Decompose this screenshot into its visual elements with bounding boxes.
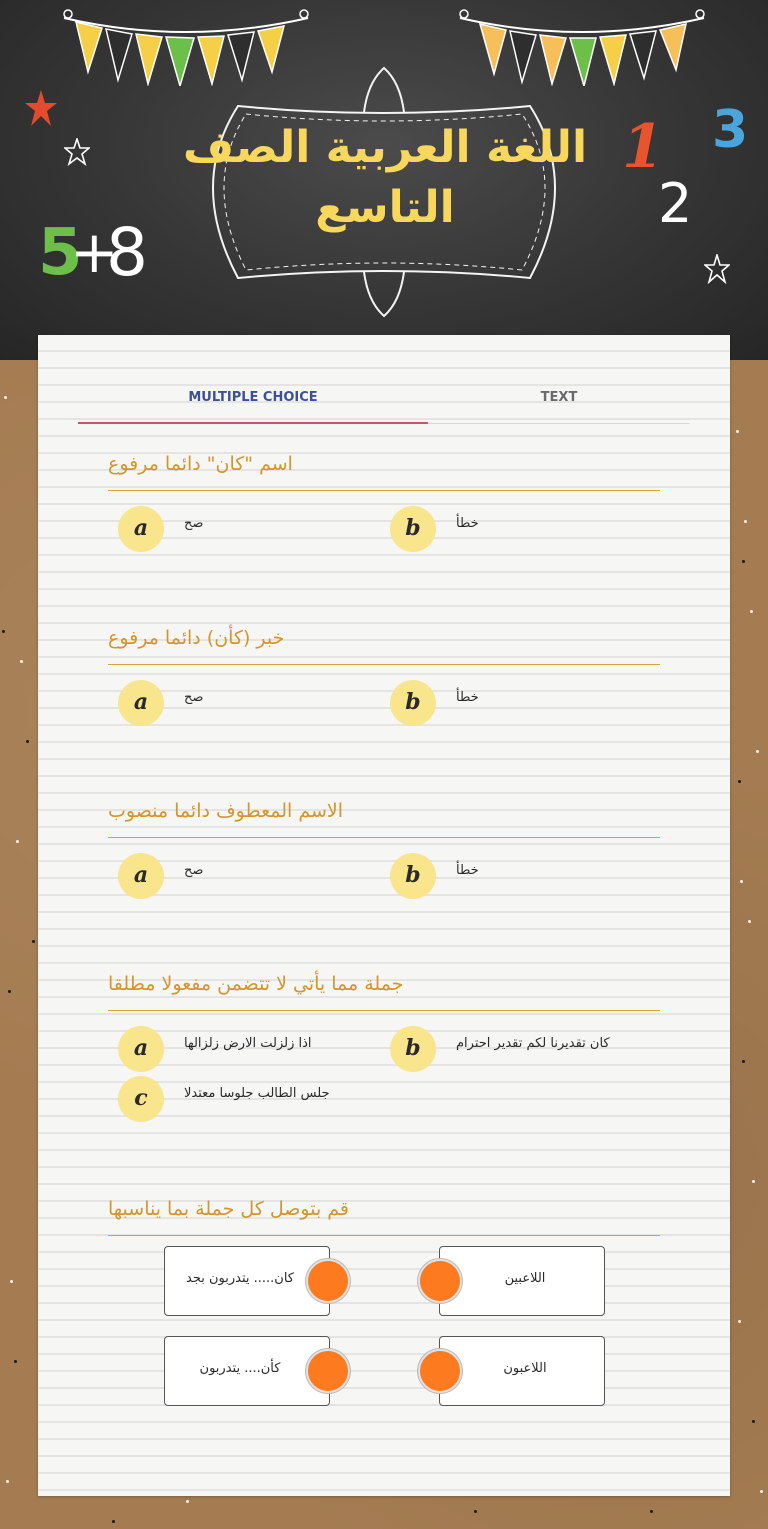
option-label: صح (184, 690, 204, 705)
question-title: جملة مما يأتي لا تتضمن مفعولا مطلقا (108, 970, 660, 1011)
option-letter-badge: b (390, 853, 436, 899)
match-connector-knob[interactable] (306, 1349, 350, 1393)
outline-star-icon (704, 254, 730, 284)
question-3 (108, 797, 660, 907)
tab-bar (78, 385, 690, 424)
cork-speckle (738, 1320, 741, 1323)
option-c[interactable] (108, 1076, 368, 1122)
match-text: اللاعبون (503, 1361, 547, 1376)
cork-speckle (2, 630, 5, 633)
match-connector-knob[interactable] (418, 1349, 462, 1393)
option-label: جلس الطالب جلوسا معتدلا (184, 1086, 330, 1101)
cork-speckle (752, 1180, 755, 1183)
cork-speckle (760, 1490, 763, 1493)
question-title: اسم "كان" دائما مرفوع (108, 450, 660, 491)
option-b[interactable] (380, 1026, 640, 1072)
cork-speckle (20, 660, 23, 663)
cork-speckle (650, 1510, 653, 1513)
option-letter-badge: a (118, 506, 164, 552)
cork-speckle (4, 396, 7, 399)
option-letter-badge: a (118, 1026, 164, 1072)
match-right-item-1[interactable] (439, 1246, 605, 1316)
option-letter-badge: b (390, 680, 436, 726)
cork-speckle (756, 750, 759, 753)
cork-speckle (474, 1510, 477, 1513)
option-label: كان تقديرنا لكم تقدير احترام (456, 1036, 610, 1051)
option-label: خطأ (456, 863, 479, 878)
cork-speckle (736, 430, 739, 433)
page-title: اللغة العربية الصف التاسع (182, 122, 588, 233)
worksheet-paper (38, 335, 730, 1496)
cork-speckle (738, 780, 741, 783)
cork-speckle (740, 880, 743, 883)
number-5-doodle: 5 (38, 216, 83, 290)
option-a[interactable] (108, 680, 368, 726)
option-label: خطأ (456, 690, 479, 705)
option-b[interactable] (380, 506, 640, 552)
option-a[interactable] (108, 506, 368, 552)
cork-speckle (6, 1480, 9, 1483)
option-a[interactable] (108, 853, 368, 899)
match-right-item-2[interactable] (439, 1336, 605, 1406)
option-letter-badge: a (118, 853, 164, 899)
question-title: خبر (كأن) دائما مرفوع (108, 624, 660, 665)
cork-speckle (26, 740, 29, 743)
option-a[interactable] (108, 1026, 368, 1072)
option-letter-badge: a (118, 680, 164, 726)
cork-speckle (32, 940, 35, 943)
tab-text[interactable]: TEXT (540, 390, 578, 405)
option-letter-badge: b (390, 506, 436, 552)
question-4 (108, 970, 660, 1130)
plus-doodle: + (70, 218, 119, 286)
match-text: كأن.... يتدربون (199, 1361, 281, 1376)
cork-speckle (16, 840, 19, 843)
match-connector-knob[interactable] (306, 1259, 350, 1303)
cork-speckle (750, 610, 753, 613)
outline-star-icon (64, 138, 90, 166)
option-label: خطأ (456, 516, 479, 531)
cork-speckle (8, 990, 11, 993)
question-title: قم بتوصل كل جملة بما يناسبها (108, 1195, 660, 1236)
match-text: اللاعبين (504, 1271, 546, 1286)
number-1-doodle: 1 (622, 112, 664, 182)
match-text: كان..... يتدربون بجد (186, 1271, 294, 1286)
option-letter-badge: b (390, 1026, 436, 1072)
option-b[interactable] (380, 680, 640, 726)
question-title: الاسم المعطوف دائما منصوب (108, 797, 660, 838)
question-1 (108, 450, 660, 560)
cork-speckle (752, 1420, 755, 1423)
question-2 (108, 624, 660, 734)
cork-speckle (742, 560, 745, 563)
red-star-icon (24, 88, 58, 130)
cork-speckle (112, 1520, 115, 1523)
tab-multiple-choice[interactable]: MULTIPLE CHOICE (78, 385, 428, 424)
option-b[interactable] (380, 853, 640, 899)
number-3-doodle: 3 (712, 100, 749, 160)
cork-speckle (748, 920, 751, 923)
match-connector-knob[interactable] (418, 1259, 462, 1303)
option-letter-badge: c (118, 1076, 164, 1122)
option-label: صح (184, 863, 204, 878)
number-8-doodle: 8 (106, 214, 148, 291)
cork-speckle (186, 1500, 189, 1503)
cork-speckle (14, 1360, 17, 1363)
option-label: صح (184, 516, 204, 531)
cork-speckle (10, 1280, 13, 1283)
cork-speckle (742, 1060, 745, 1063)
option-label: اذا زلزلت الارض زلزالها (184, 1036, 312, 1051)
cork-speckle (744, 520, 747, 523)
number-2-doodle: 2 (658, 172, 693, 235)
chalkboard-header (0, 0, 768, 360)
